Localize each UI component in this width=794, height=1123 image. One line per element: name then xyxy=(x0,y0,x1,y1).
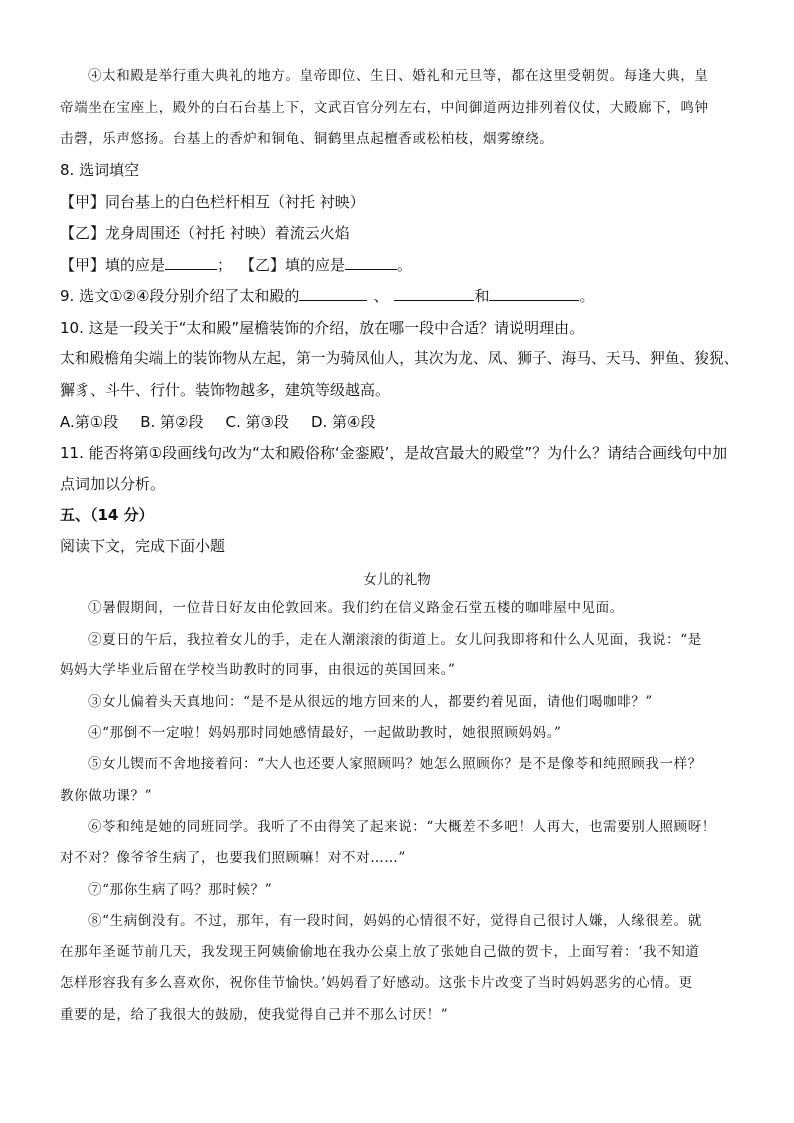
story-paragraph-5-line2: 教你做功课？” xyxy=(60,788,153,804)
option-c[interactable]: C. 第③段 xyxy=(225,413,289,431)
answer-blank-2[interactable] xyxy=(394,286,474,301)
question-10-line1: 太和殿檐角尖端上的装饰物从左起，第一为骑凤仙人，其次为龙、凤、狮子、海马、天马、狎鱼、狻猊、 xyxy=(60,350,739,367)
story-paragraph-3: ③女儿偏着头天真地问：“是不是从很远的地方回来的人，都要约着见面，请他们喝咖啡？” xyxy=(88,694,653,710)
passage4-line1: ④太和殿是举行重大典礼的地方。皇帝即位、生日、婚礼和元旦等，都在这里受朝贺。每逢大典，皇 xyxy=(88,68,709,84)
question-9-sep2: 和 xyxy=(474,287,490,305)
story-paragraph-2-line2: 妈妈大学毕业后留在学校当助教时的同事，由很远的英国回来。” xyxy=(60,662,456,678)
question-10-title: 10. 这是一段关于“太和殿”屋檐装饰的介绍，放在哪一段中合适？请说明理由。 xyxy=(60,319,585,337)
option-d[interactable]: D. 第④段 xyxy=(310,413,376,431)
question-8-answer xyxy=(60,255,412,275)
question-10-options xyxy=(60,412,376,432)
story-paragraph-7: ⑦“那你生病了吗？那时候？” xyxy=(88,882,273,898)
passage4-line3: 击磬，乐声悠扬。台基上的香炉和铜龟、铜鹤里点起檀香或松柏枝，烟雾缭绕。 xyxy=(60,131,554,147)
story-paragraph-1: ①暑假期间，一位昔日好友由伦敦回来。我们约在信义路金石堂五楼的咖啡屋中见面。 xyxy=(88,600,624,616)
question-9-sep1: 、 xyxy=(373,287,389,305)
story-paragraph-6-line2: 对不对？像爷爷生病了，也要我们照顾嘛！对不对……” xyxy=(60,850,406,866)
story-paragraph-8-line2: 在那年圣诞节前几天，我发现王阿姨偷偷地在我办公桌上放了张她自己做的贺卡，上面写着：‘我不知道 xyxy=(60,944,700,960)
option-b[interactable]: B. 第②段 xyxy=(140,413,204,431)
answer-end: 。 xyxy=(397,256,413,274)
question-11-line1: 11. 能否将第①段画线句改为“太和殿俗称‘金銮殿’，是故宫最大的殿堂”？为什么？请结合画线句中加 xyxy=(60,444,728,462)
story-paragraph-8-line3: 怎样形容我有多么喜欢你，祝你佳节愉快。’妈妈看了好感动。这张卡片改变了当时妈妈恶劣的心情。更 xyxy=(60,975,693,991)
answer-separator: ； xyxy=(217,256,233,274)
question-11-line2: 点词加以分析。 xyxy=(60,475,166,493)
section-5-instruction: 阅读下文，完成下面小题 xyxy=(60,537,226,555)
story-paragraph-8-line4: 重要的是，给了我很大的鼓励，使我觉得自己并不那么讨厌！” xyxy=(60,1007,449,1023)
question-8-jia: 【甲】同台基上的白色栏杆相互（衬托 衬映） xyxy=(60,193,365,211)
answer-blank-1[interactable] xyxy=(299,286,367,301)
story-paragraph-4: ④“那倒不一定啦！妈妈那时同她感情最好，一起做助教时，她很照顾妈妈。” xyxy=(88,725,562,741)
answer-blank-jia[interactable] xyxy=(165,255,217,270)
passage4-line2: 帝端坐在宝座上，殿外的白石台基上下，文武百官分列左右，中间御道两边排列着仪仗，大殿廊下，鸣钟 xyxy=(60,100,709,116)
question-10-line2: 獬豸、斗牛、行什。装饰物越多，建筑等级越高。 xyxy=(60,381,391,399)
section-5-heading: 五、（14 分） xyxy=(60,506,154,524)
option-a[interactable]: A.第①段 xyxy=(60,413,119,431)
question-9 xyxy=(60,286,594,306)
story-paragraph-5-line1: ⑤女儿锲而不舍地接着问：“大人也还要人家照顾吗？她怎么照顾你？是不是像苓和纯照顾我一样？ xyxy=(88,756,702,772)
answer-jia-label: 【甲】填的应是 xyxy=(60,256,166,274)
question-8-yi: 【乙】龙身周围还（衬托 衬映）着流云火焰 xyxy=(60,224,350,242)
story-title: 女儿的礼物 xyxy=(363,572,431,588)
story-paragraph-6-line1: ⑥苓和纯是她的同班同学。我听了不由得笑了起来说：“大概差不多吧！人再大，也需要别人照顾呀！ xyxy=(88,819,716,835)
story-paragraph-2-line1: ②夏日的午后，我拉着女儿的手，走在人潮滚滚的街道上。女儿问我即将和什么人见面，我说：“是 xyxy=(88,632,702,648)
question-9-text: 9. 选文①②④段分别介绍了太和殿的 xyxy=(60,287,300,305)
answer-blank-yi[interactable] xyxy=(345,255,397,270)
question-9-end: 。 xyxy=(579,287,595,305)
answer-yi-label: 【乙】填的应是 xyxy=(240,256,346,274)
answer-blank-3[interactable] xyxy=(489,286,579,301)
question-8-title: 8. 选词填空 xyxy=(60,161,140,179)
story-paragraph-8-line1: ⑧“生病倒没有。不过，那年，有一段时间，妈妈的心情很不好，觉得自己很讨人嫌，人缘很差。就 xyxy=(88,913,702,929)
